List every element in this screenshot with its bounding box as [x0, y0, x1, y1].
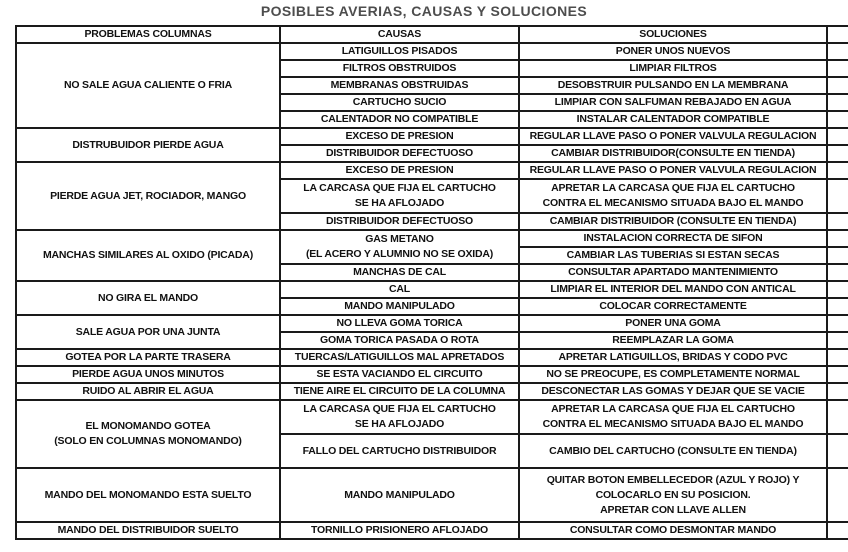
cutoff-cell [827, 522, 848, 539]
cutoff-cell [827, 281, 848, 298]
solution-cell: LIMPIAR FILTROS [519, 60, 827, 77]
cutoff-header-cell [827, 26, 848, 43]
cutoff-cell [827, 230, 848, 247]
solution-cell: INSTALAR CALENTADOR COMPATIBLE [519, 111, 827, 128]
header-problems: PROBLEMAS COLUMNAS [16, 26, 280, 43]
table-row [16, 230, 848, 247]
cutoff-cell [827, 264, 848, 281]
cause-cell [280, 179, 519, 213]
cause-cell: GOMA TORICA PASADA O ROTA [280, 332, 519, 349]
problem-cell: PIERDE AGUA UNOS MINUTOS [16, 366, 280, 383]
cutoff-cell [827, 77, 848, 94]
table-row [16, 400, 848, 434]
solution-line: QUITAR BOTON EMBELLECEDOR (AZUL Y ROJO) Y [546, 473, 800, 486]
cause-cell: TORNILLO PRISIONERO AFLOJADO [280, 522, 519, 539]
solution-cell: LIMPIAR EL INTERIOR DEL MANDO CON ANTICAL [519, 281, 827, 298]
cause-cell: CAL [280, 281, 519, 298]
solution-cell: CAMBIAR DISTRIBUIDOR(CONSULTE EN TIENDA) [519, 145, 827, 162]
cutoff-cell [827, 468, 848, 522]
solution-cell: CAMBIAR DISTRIBUIDOR (CONSULTE EN TIENDA) [519, 213, 827, 230]
problem-cell: DISTRUBUIDOR PIERDE AGUA [16, 128, 280, 162]
table-row [16, 522, 848, 539]
cause-cell: DISTRIBUIDOR DEFECTUOSO [280, 213, 519, 230]
cause-cell: LATIGUILLOS PISADOS [280, 43, 519, 60]
cause-cell: SE ESTA VACIANDO EL CIRCUITO [280, 366, 519, 383]
solution-line: CONTRA EL MECANISMO SITUADA BAJO EL MANDO [542, 197, 804, 209]
problem-cell: PIERDE AGUA JET, ROCIADOR, MANGO [16, 162, 280, 230]
cause-cell: NO LLEVA GOMA TORICA [280, 315, 519, 332]
solution-cell [519, 400, 827, 434]
cause-cell: CALENTADOR NO COMPATIBLE [280, 111, 519, 128]
cause-cell: MEMBRANAS OBSTRUIDAS [280, 77, 519, 94]
problem-cell: NO GIRA EL MANDO [16, 281, 280, 315]
table-row [16, 349, 848, 366]
cause-line: (EL ACERO Y ALUMNIO NO SE OXIDA) [305, 248, 494, 260]
cause-cell [280, 230, 519, 264]
cause-line: LA CARCASA QUE FIJA EL CARTUCHO [303, 403, 496, 415]
problem-line: (SOLO EN COLUMNAS MONOMANDO) [54, 435, 242, 447]
cutoff-cell [827, 94, 848, 111]
problem-line: EL MONOMANDO GOTEA [85, 420, 211, 432]
table-row [16, 315, 848, 332]
cutoff-cell [827, 111, 848, 128]
problem-cell: MANDO DEL MONOMANDO ESTA SUELTO [16, 468, 280, 522]
solution-cell: NO SE PREOCUPE, ES COMPLETAMENTE NORMAL [519, 366, 827, 383]
cutoff-cell [827, 315, 848, 332]
solution-cell [519, 468, 827, 522]
solution-cell: LIMPIAR CON SALFUMAN REBAJADO EN AGUA [519, 94, 827, 111]
cause-line: LA CARCASA QUE FIJA EL CARTUCHO [303, 182, 496, 194]
solution-cell: PONER UNA GOMA [519, 315, 827, 332]
solution-cell: INSTALACION CORRECTA DE SIFON [519, 230, 827, 247]
solution-cell: REGULAR LLAVE PASO O PONER VALVULA REGULACION [519, 162, 827, 179]
cause-cell: EXCESO DE PRESION [280, 128, 519, 145]
solution-cell: REEMPLAZAR LA GOMA [519, 332, 827, 349]
header-causes: CAUSAS [280, 26, 519, 43]
solution-cell: CAMBIO DEL CARTUCHO (CONSULTE EN TIENDA) [519, 434, 827, 468]
problem-cell: MANDO DEL DISTRIBUIDOR SUELTO [16, 522, 280, 539]
solution-cell [519, 179, 827, 213]
solution-cell: CONSULTAR APARTADO MANTENIMIENTO [519, 264, 827, 281]
problem-cell: RUIDO AL ABRIR EL AGUA [16, 383, 280, 400]
cause-line: SE HA AFLOJADO [354, 197, 445, 209]
problem-cell: NO SALE AGUA CALIENTE O FRIA [16, 43, 280, 128]
table-row [16, 468, 848, 522]
solution-cell: DESOBSTRUIR PULSANDO EN LA MEMBRANA [519, 77, 827, 94]
table-row [16, 366, 848, 383]
header-solutions: SOLUCIONES [519, 26, 827, 43]
solution-line: APRETAR LA CARCASA QUE FIJA EL CARTUCHO [551, 182, 795, 194]
cause-cell: DISTRIBUIDOR DEFECTUOSO [280, 145, 519, 162]
cutoff-cell [827, 162, 848, 179]
cause-cell: FILTROS OBSTRUIDOS [280, 60, 519, 77]
table-row [16, 43, 848, 60]
solution-cell: PONER UNOS NUEVOS [519, 43, 827, 60]
cutoff-cell [827, 128, 848, 145]
solution-cell: REGULAR LLAVE PASO O PONER VALVULA REGULACION [519, 128, 827, 145]
cutoff-cell [827, 349, 848, 366]
solution-cell: APRETAR LATIGUILLOS, BRIDAS Y CODO PVC [519, 349, 827, 366]
page-title: POSIBLES AVERIAS, CAUSAS Y SOLUCIONES [260, 3, 588, 19]
cause-cell: MANDO MANIPULADO [280, 468, 519, 522]
table-row [16, 383, 848, 400]
troubleshooting-table [15, 25, 848, 540]
problem-cell [16, 400, 280, 468]
cutoff-cell [827, 179, 848, 213]
solution-line: COLOCARLO EN SU POSICION. [595, 488, 751, 501]
cause-cell: MANCHAS DE CAL [280, 264, 519, 281]
cutoff-cell [827, 366, 848, 383]
cause-line: SE HA AFLOJADO [354, 418, 445, 430]
cutoff-cell [827, 434, 848, 468]
cause-cell: TIENE AIRE EL CIRCUITO DE LA COLUMNA [280, 383, 519, 400]
problem-cell: MANCHAS SIMILARES AL OXIDO (PICADA) [16, 230, 280, 281]
cause-line: GAS METANO [365, 233, 434, 245]
solution-line: CONTRA EL MECANISMO SITUADA BAJO EL MANDO [542, 418, 804, 430]
solution-cell: CAMBIAR LAS TUBERIAS SI ESTAN SECAS [519, 247, 827, 264]
table-row [16, 281, 848, 298]
cutoff-cell [827, 213, 848, 230]
cutoff-cell [827, 383, 848, 400]
cutoff-cell [827, 43, 848, 60]
solution-line: APRETAR LA CARCASA QUE FIJA EL CARTUCHO [551, 403, 795, 415]
cause-cell: TUERCAS/LATIGUILLOS MAL APRETADOS [280, 349, 519, 366]
cutoff-cell [827, 298, 848, 315]
cutoff-cell [827, 400, 848, 434]
problem-cell: GOTEA POR LA PARTE TRASERA [16, 349, 280, 366]
solution-cell: DESCONECTAR LAS GOMAS Y DEJAR QUE SE VACIE [519, 383, 827, 400]
solution-line: APRETAR CON LLAVE ALLEN [600, 503, 746, 516]
solution-cell: COLOCAR CORRECTAMENTE [519, 298, 827, 315]
header-row [16, 26, 848, 43]
table-row [16, 128, 848, 145]
cause-cell: FALLO DEL CARTUCHO DISTRIBUIDOR [280, 434, 519, 468]
cutoff-cell [827, 60, 848, 77]
cause-cell: MANDO MANIPULADO [280, 298, 519, 315]
cutoff-cell [827, 332, 848, 349]
cause-cell: CARTUCHO SUCIO [280, 94, 519, 111]
solution-cell: CONSULTAR COMO DESMONTAR MANDO [519, 522, 827, 539]
cutoff-cell [827, 247, 848, 264]
cutoff-cell [827, 145, 848, 162]
cause-cell: EXCESO DE PRESION [280, 162, 519, 179]
cause-cell [280, 400, 519, 434]
problem-cell: SALE AGUA POR UNA JUNTA [16, 315, 280, 349]
table-row [16, 162, 848, 179]
